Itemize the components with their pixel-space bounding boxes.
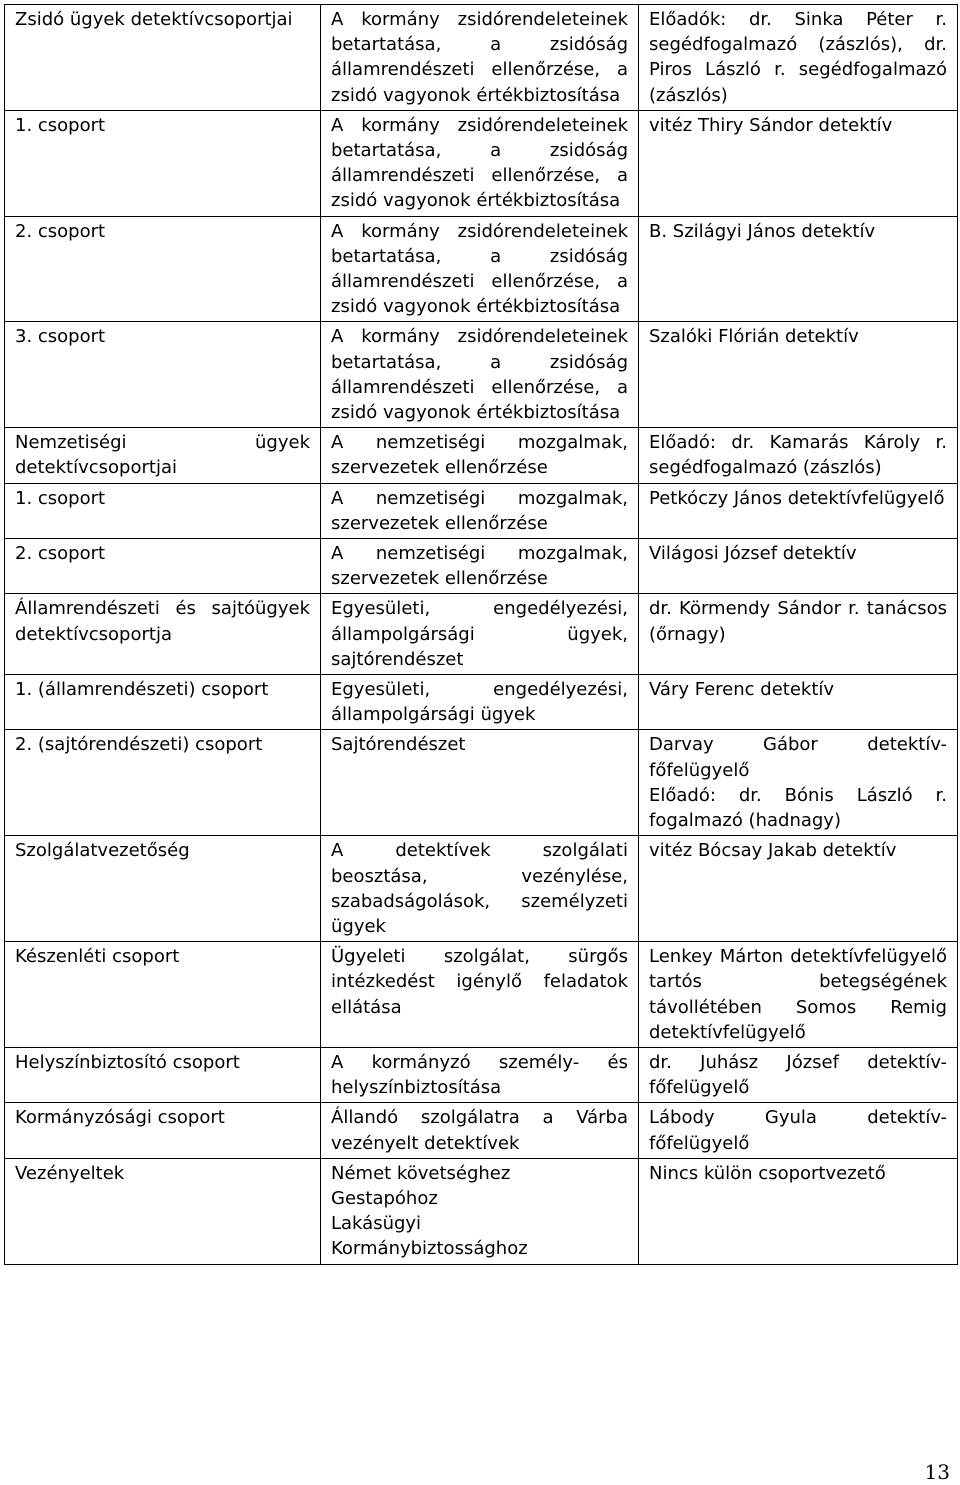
unit-cell: 2. csoport (5, 216, 321, 322)
unit-cell: 2. csoport (5, 539, 321, 594)
organization-table (4, 4, 958, 1265)
head-line: dr. Körmendy Sándor r. tanácsos (őrnagy) (649, 598, 947, 645)
table-row (5, 594, 958, 675)
task-cell: Egyesületi, engedélyezési, állampolgársági ügyek, sajtórendészet (321, 594, 639, 675)
head-line: vitéz Bócsay Jakab detektív (649, 840, 897, 862)
task-line: Lakásügyi (331, 1213, 422, 1235)
unit-cell: Zsidó ügyek detektívcsoportjai (5, 5, 321, 111)
unit-cell: Nemzetiségi ügyek detektívcsoportjai (5, 428, 321, 483)
head-cell (639, 836, 958, 942)
task-cell: Ügyeleti szolgálat, sürgős intézkedést igénylő feladatok ellátása (321, 942, 639, 1048)
page-number: 13 (924, 1460, 950, 1484)
head-cell (639, 539, 958, 594)
task-line: Német követséghez (331, 1162, 511, 1184)
unit-cell: Kormányzósági csoport (5, 1103, 321, 1158)
head-line: Lenkey Márton detektívfelügyelő tartós betegségének távollétében Somos Remig detektívfelügyelő (649, 946, 947, 1043)
task-cell: A kormány zsidórendeleteinek betartatása, a zsidóság államrendészeti ellenőrzése, a zsidó vagyonok értékbiztosítása (321, 110, 639, 216)
head-line: Előadó: dr. Kamarás Károly r. segédfogalmazó (zászlós) (649, 432, 947, 479)
table-row (5, 1103, 958, 1158)
head-cell (639, 942, 958, 1048)
head-line: Váry Ferenc detektív (649, 679, 835, 701)
task-cell: Állandó szolgálatra a Várba vezényelt detektívek (321, 1103, 639, 1158)
task-cell: A detektívek szolgálati beosztása, vezénylése, szabadságolások, személyzeti ügyek (321, 836, 639, 942)
unit-cell: 2. (sajtórendészeti) csoport (5, 730, 321, 836)
table-row (5, 110, 958, 216)
head-line: Petkóczy János detektívfelügyelő (649, 487, 945, 509)
table-row (5, 1158, 958, 1264)
task-cell: A kormány zsidórendeleteinek betartatása, a zsidóság államrendészeti ellenőrzése, a zsidó vagyonok értékbiztosítása (321, 322, 639, 428)
table-row (5, 675, 958, 730)
task-cell: A nemzetiségi mozgalmak, szervezetek ellenőrzése (321, 428, 639, 483)
task-cell: Sajtórendészet (321, 730, 639, 836)
head-cell (639, 428, 958, 483)
table-row (5, 836, 958, 942)
head-line: vitéz Thiry Sándor detektív (649, 114, 893, 136)
unit-cell: 1. csoport (5, 110, 321, 216)
unit-cell: Készenléti csoport (5, 942, 321, 1048)
head-line: Előadók: dr. Sinka Péter r. segédfogalmazó (zászlós), dr. Piros László r. segédfogalmazó (zászlós) (649, 9, 947, 106)
head-line: dr. Juhász József detektív-főfelügyelő (649, 1051, 947, 1099)
head-cell (639, 594, 958, 675)
unit-cell: Vezényeltek (5, 1158, 321, 1264)
head-cell (639, 1158, 958, 1264)
task-cell: Egyesületi, engedélyezési, állampolgársági ügyek (321, 675, 639, 730)
table-row (5, 483, 958, 538)
table-row (5, 539, 958, 594)
table-row (5, 428, 958, 483)
task-cell: A kormány zsidórendeleteinek betartatása, a zsidóság államrendészeti ellenőrzése, a zsidó vagyonok értékbiztosítása (321, 216, 639, 322)
unit-cell: Helyszínbiztosító csoport (5, 1047, 321, 1102)
unit-cell: Szolgálatvezetőség (5, 836, 321, 942)
head-line: Darvay Gábor detektív-főfelügyelő (649, 734, 947, 781)
head-cell (639, 322, 958, 428)
unit-cell: Államrendészeti és sajtóügyek detektívcsoportja (5, 594, 321, 675)
unit-cell: 1. (államrendészeti) csoport (5, 675, 321, 730)
task-cell: A nemzetiségi mozgalmak, szervezetek ellenőrzése (321, 483, 639, 538)
task-line: Kormánybiztossághoz (331, 1238, 528, 1260)
unit-cell: 1. csoport (5, 483, 321, 538)
task-cell: A kormányzó személy- és helyszínbiztosítása (321, 1047, 639, 1102)
head-cell (639, 216, 958, 322)
table-row (5, 942, 958, 1048)
table-row (5, 216, 958, 322)
table-row (5, 5, 958, 111)
head-cell (639, 110, 958, 216)
head-line: B. Szilágyi János detektív (649, 220, 876, 242)
table-row (5, 730, 958, 836)
head-cell (639, 730, 958, 836)
head-line: Előadó: dr. Bónis László r. fogalmazó (hadnagy) (649, 784, 947, 832)
head-cell (639, 483, 958, 538)
task-cell: A kormány zsidórendeleteinek betartatása, a zsidóság államrendészeti ellenőrzése, a zsidó vagyonok értékbiztosítása (321, 5, 639, 111)
head-cell (639, 5, 958, 111)
task-cell (321, 1158, 639, 1264)
head-cell (639, 1047, 958, 1102)
head-line: Szalóki Flórián detektív (649, 326, 859, 348)
table-row (5, 322, 958, 428)
unit-cell: 3. csoport (5, 322, 321, 428)
head-cell (639, 675, 958, 730)
head-line: Nincs külön csoportvezető (649, 1162, 886, 1184)
head-cell (639, 1103, 958, 1158)
task-line: Gestapóhoz (331, 1187, 438, 1209)
head-line: Világosi József detektív (649, 543, 857, 565)
table-row (5, 1047, 958, 1102)
task-cell: A nemzetiségi mozgalmak, szervezetek ellenőrzése (321, 539, 639, 594)
head-line: Lábody Gyula detektív-főfelügyelő (649, 1107, 947, 1154)
